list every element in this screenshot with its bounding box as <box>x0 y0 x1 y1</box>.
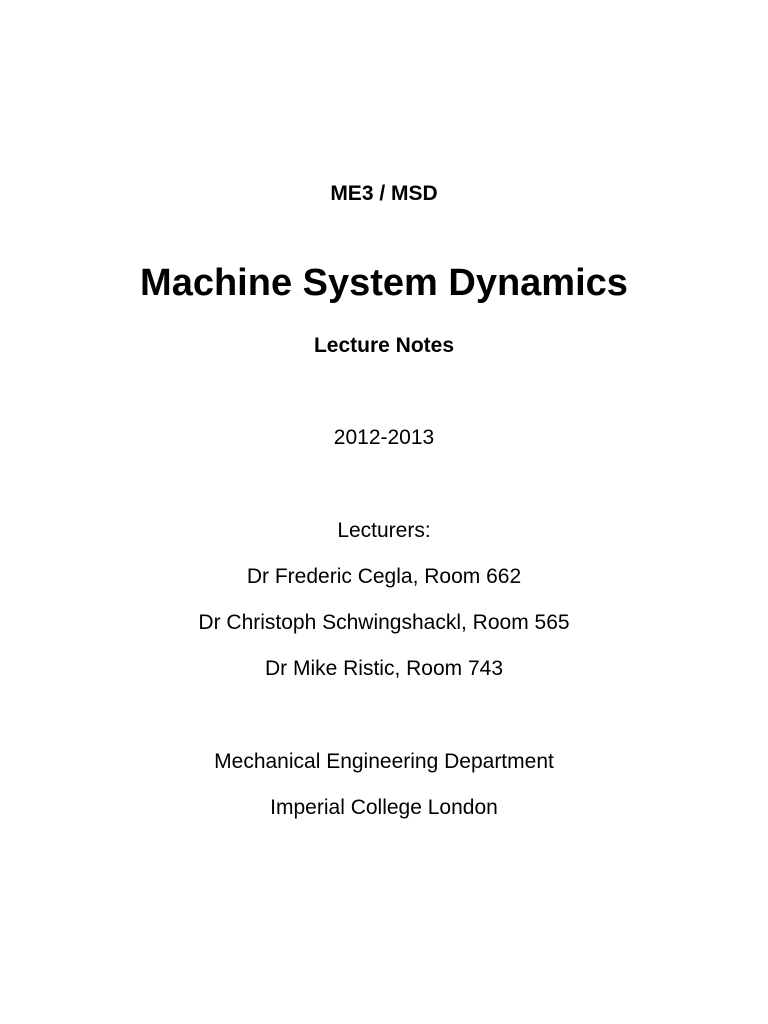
course-code: ME3 / MSD <box>330 182 438 205</box>
lecturer-item: Dr Mike Ristic, Room 743 <box>264 657 504 680</box>
document-title: Machine System Dynamics <box>140 262 628 304</box>
lecturer-item: Dr Frederic Cegla, Room 662 <box>246 565 522 588</box>
lecturer-item: Dr Christoph Schwingshackl, Room 565 <box>198 611 570 634</box>
department-name: Mechanical Engineering Department <box>214 750 554 773</box>
academic-year: 2012-2013 <box>333 426 435 449</box>
institution-name: Imperial College London <box>270 796 498 819</box>
lecturers-heading: Lecturers: <box>337 519 431 542</box>
document-subtitle: Lecture Notes <box>313 334 455 357</box>
